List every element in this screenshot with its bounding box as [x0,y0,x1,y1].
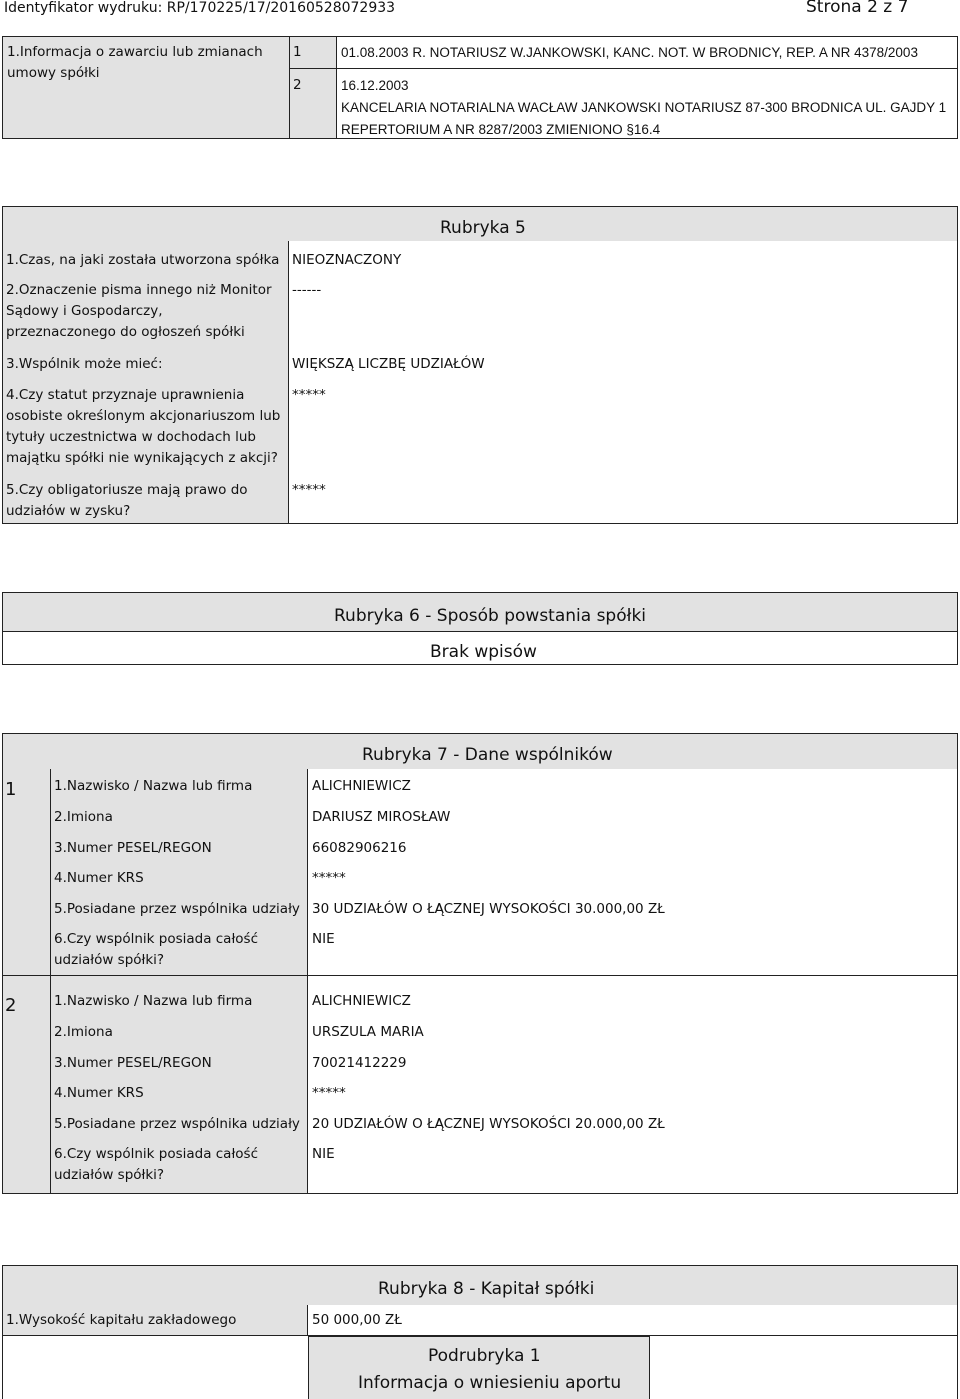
podrubryka-subtitle: Informacja o wniesieniu aportu [358,1373,622,1393]
partner-value: 20 UDZIAŁÓW O ŁĄCZNEJ WYSOKOŚCI 20.000,00 ZŁ [312,1116,665,1132]
contract-num-cell-1 [289,36,337,69]
contract-entry-line: REPERTORIUM A NR 8287/2003 ZMIENIONO §16.4 [341,122,661,137]
partner-value: 66082906216 [312,840,407,856]
rubryka8-label: 1.Wysokość kapitału zakładowego [6,1312,237,1328]
contract-entry-line: 01.08.2003 R. NOTARIUSZ W.JANKOWSKI, KANC. NOT. W BRODNICY, REP. A NR 4378/2003 [341,45,918,60]
partner-label: 6.Czy wspólnik posiada całość udziałów spółki? [54,1146,259,1183]
partner-value: DARIUSZ MIROSŁAW [312,809,451,825]
rubryka5-label: 3.Wspólnik może mieć: [6,356,163,372]
partner-value: ***** [312,1085,346,1101]
rubryka5-value: ***** [292,482,326,498]
rubryka5-value: WIĘKSZĄ LICZBĘ UDZIAŁÓW [292,356,485,372]
partner-label: 3.Numer PESEL/REGON [54,1055,212,1071]
partner-label: 4.Numer KRS [54,870,144,886]
rubryka5-label: 1.Czas, na jaki została utworzona spółka [6,252,280,268]
rubryka8-value: 50 000,00 ZŁ [312,1312,402,1328]
partner-label: 5.Posiadane przez wspólnika udziały [54,1116,300,1132]
rubryka5-label: 2.Oznaczenie pisma innego niż Monitor Sądowy i Gospodarczy, przeznaczonego do ogłoszeń spółki [6,282,272,340]
contract-label-cell [2,36,290,139]
partner-value: ALICHNIEWICZ [312,778,411,794]
rubryka7-title: Rubryka 7 - Dane wspólników [362,745,613,765]
partner-value: ***** [312,870,346,886]
print-identifier: Identyfikator wydruku: RP/170225/17/20160528072933 [4,0,396,16]
partner-value: NIE [312,1146,335,1162]
contract-label: 1.Informacja o zawarciu lub zmianach umowy spółki [7,44,263,81]
rubryka6-title: Rubryka 6 - Sposób powstania spółki [334,606,647,626]
partner-value: 30 UDZIAŁÓW O ŁĄCZNEJ WYSOKOŚCI 30.000,00 ZŁ [312,901,665,917]
rubryka8-title: Rubryka 8 - Kapitał spółki [378,1279,595,1299]
partner-number: 2 [5,995,17,1016]
partner-label: 2.Imiona [54,809,113,825]
partner-label: 1.Nazwisko / Nazwa lub firma [54,993,253,1009]
rubryka5-value: NIEOZNACZONY [292,252,402,268]
partner-label: 5.Posiadane przez wspólnika udziały [54,901,300,917]
contract-entry-line: KANCELARIA NOTARIALNA WACŁAW JANKOWSKI NOTARIUSZ 87-300 BRODNICA UL. GAJDY 1 [341,100,947,115]
partner-label: 3.Numer PESEL/REGON [54,840,212,856]
contract-num-cell-2 [289,68,337,139]
partner-value: ALICHNIEWICZ [312,993,411,1009]
partner-number: 1 [5,779,17,800]
partner-label: 6.Czy wspólnik posiada całość udziałów spółki? [54,931,259,968]
rubryka5-value: ***** [292,387,326,403]
partner-value: NIE [312,931,335,947]
partner-label: 1.Nazwisko / Nazwa lub firma [54,778,253,794]
rubryka6-body [2,631,958,665]
rubryka5-label: 4.Czy statut przyznaje uprawnienia osobiste określonym akcjonariuszom lub tytuły uczestnictwa w dochodach lub majątku spółki nie wynikających z akcji? [6,387,281,466]
contract-num: 2 [293,77,302,93]
partner-value: 70021412229 [312,1055,407,1071]
partner-label: 4.Numer KRS [54,1085,144,1101]
rubryka5-value: ------ [292,282,322,298]
partner-value: URSZULA MARIA [312,1024,424,1040]
partner-label: 2.Imiona [54,1024,113,1040]
rubryka6-empty: Brak wpisów [430,642,537,662]
rubryka5-label: 5.Czy obligatoriusze mają prawo do udziałów w zysku? [6,482,248,519]
podrubryka-title: Podrubryka 1 [428,1346,541,1366]
page-number: Strona 2 z 7 [806,0,909,17]
contract-entry-line: 16.12.2003 [341,78,409,93]
contract-num: 1 [293,44,302,60]
contract-entry-2 [336,68,958,139]
contract-entry-1 [336,36,958,69]
rubryka5-title: Rubryka 5 [440,218,526,238]
rubryka6-title-bar [2,592,958,632]
